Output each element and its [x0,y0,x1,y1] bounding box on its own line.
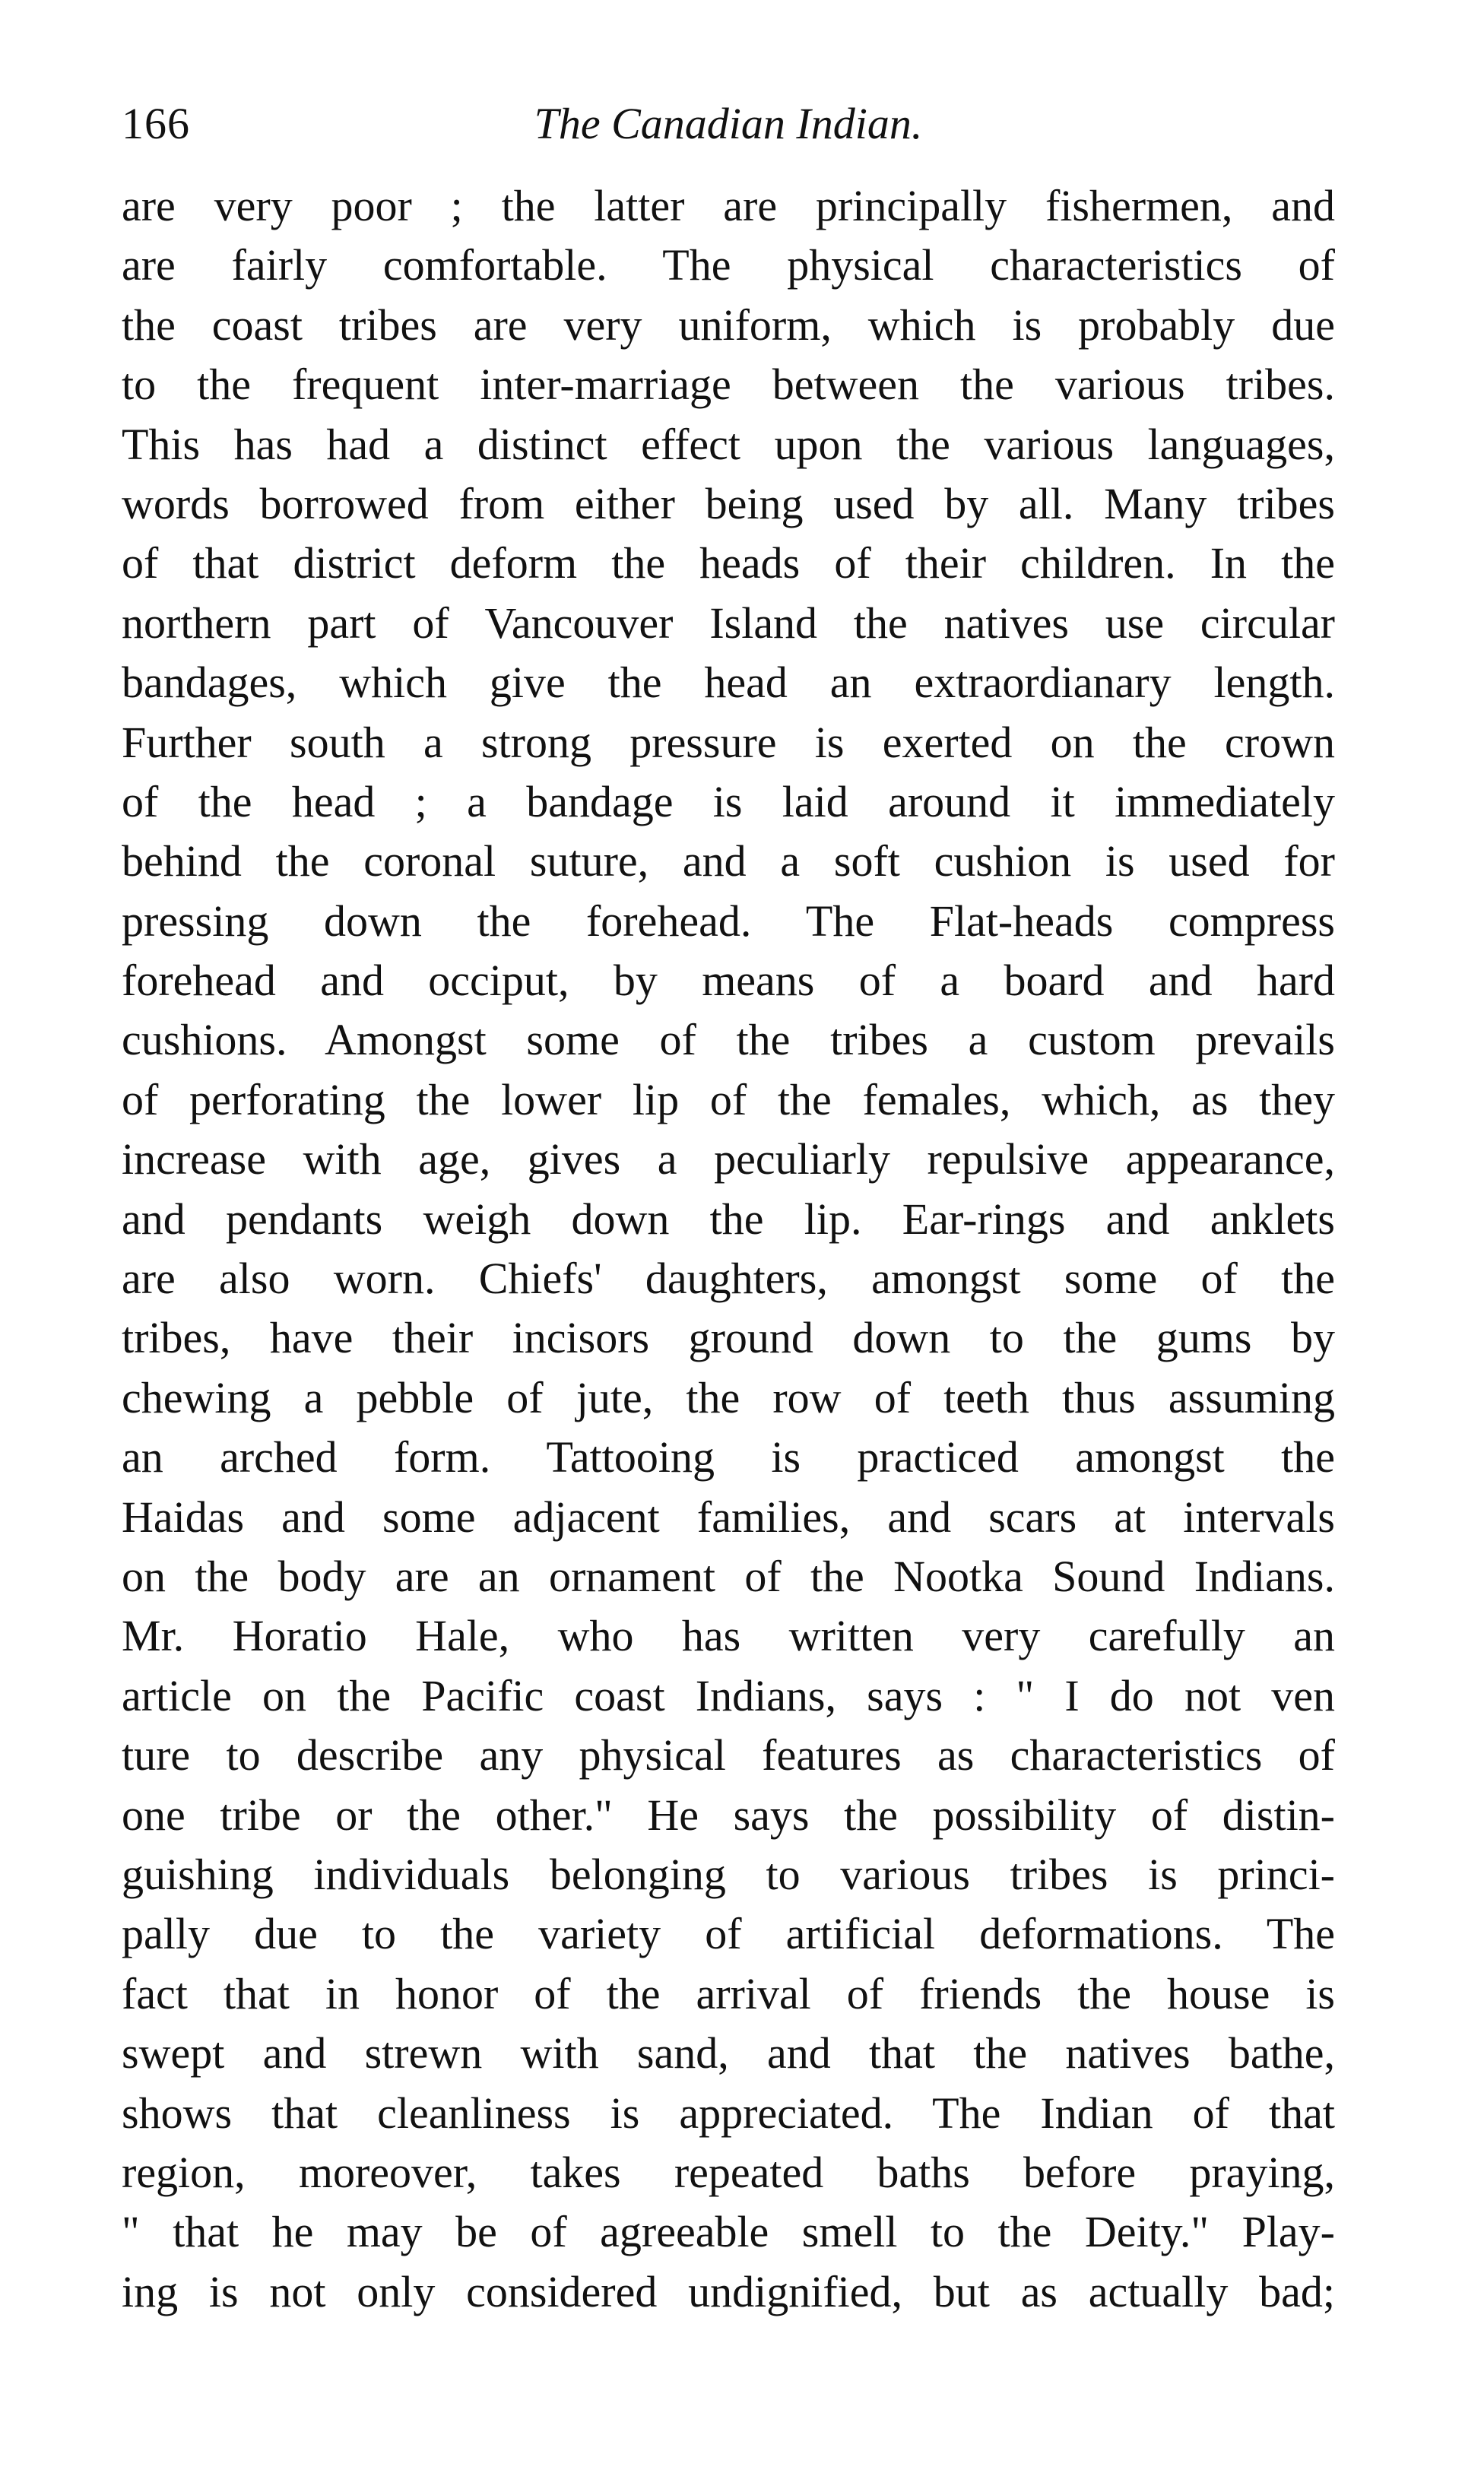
text-line: are fairly comfortable. The physical characteristics of [122,240,1335,290]
text-line: ture to describe any physical features as characteristics of [122,1730,1335,1780]
text-line: ing is not only considered undignified, but as actually bad; [122,2266,1335,2316]
text-line: and pendants weigh down the lip. Ear-rings and anklets [122,1194,1335,1244]
text-line: northern part of Vancouver Island the natives use circular [122,598,1335,648]
text-line: guishing individuals belonging to various tribes is princi- [122,1849,1335,1899]
text-line: Further south a strong pressure is exerted on the crown [122,717,1335,767]
text-line: article on the Pacific coast Indians, says : " I do not ven [122,1670,1335,1720]
text-line: are very poor ; the latter are principally fishermen, and [122,181,1335,230]
text-line: on the body are an ornament of the Nootka Sound Indians. [122,1551,1335,1601]
text-line: behind the coronal suture, and a soft cushion is used for [122,836,1335,886]
text-line: " that he may be of agreeable smell to the Deity." Play- [122,2207,1335,2257]
text-line: to the frequent inter-marriage between the various tribes. [122,360,1335,410]
text-line: forehead and occiput, by means of a board and hard [122,956,1335,1006]
text-line: are also worn. Chiefs' daughters, amongst some of the [122,1254,1335,1304]
text-line: shows that cleanliness is appreciated. The Indian of that [122,2088,1335,2138]
text-line: pally due to the variety of artificial deformations. The [122,1909,1335,1959]
text-line: an arched form. Tattooing is practiced amongst the [122,1432,1335,1482]
text-line: the coast tribes are very uniform, which is probably due [122,300,1335,350]
text-line: chewing a pebble of jute, the row of teeth thus assuming [122,1372,1335,1422]
page-header [122,90,1335,158]
text-line: bandages, which give the head an extraordianary length. [122,658,1335,708]
text-line: region, moreover, takes repeated baths before praying, [122,2147,1335,2197]
text-line: fact that in honor of the arrival of friends the house is [122,1968,1335,2018]
text-line: Haidas and some adjacent families, and scars at intervals [122,1492,1335,1542]
text-line: Mr. Horatio Hale, who has written very carefully an [122,1611,1335,1661]
text-line: pressing down the forehead. The Flat-heads compress [122,896,1335,946]
text-line: swept and strewn with sand, and that the natives bathe, [122,2028,1335,2078]
text-line: cushions. Amongst some of the tribes a custom prevails [122,1015,1335,1065]
text-line: words borrowed from either being used by all. Many tribes [122,478,1335,528]
text-line: of that district deform the heads of their children. In the [122,538,1335,588]
text-line: of the head ; a bandage is laid around it immediately [122,776,1335,826]
text-line: increase with age, gives a peculiarly repulsive appearance, [122,1134,1335,1184]
running-title: The Canadian Indian. [534,99,923,148]
text-line: one tribe or the other." He says the possibility of distin- [122,1790,1335,1840]
text-line: of perforating the lower lip of the females, which, as they [122,1074,1335,1124]
body-text [122,176,1335,2322]
page-number: 166 [122,99,190,148]
text-line: tribes, have their incisors ground down to the gums by [122,1313,1335,1363]
text-line: This has had a distinct effect upon the various languages, [122,419,1335,469]
